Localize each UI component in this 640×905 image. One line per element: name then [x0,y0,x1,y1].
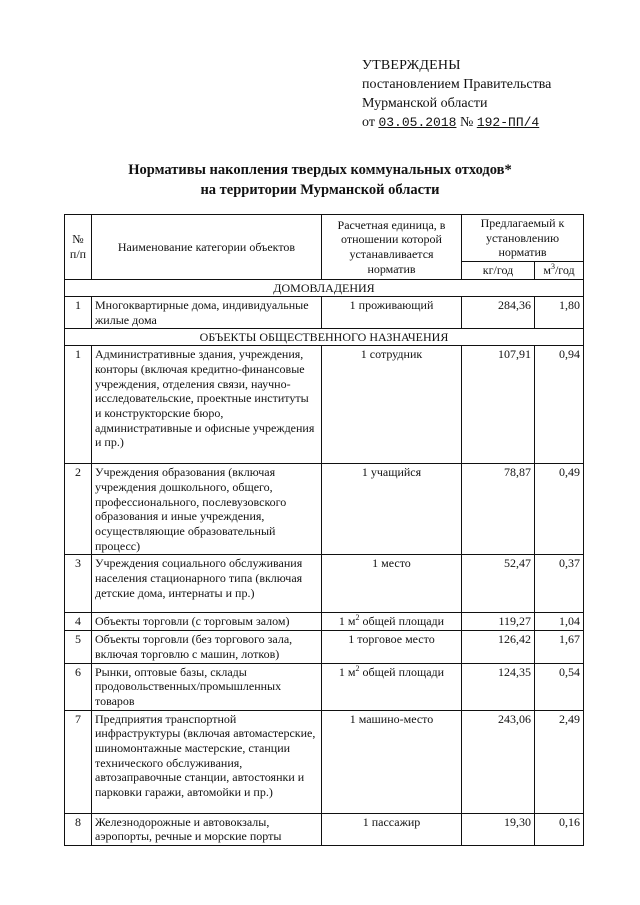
unit-cell: 1 машино-место [322,710,462,813]
header-m3-sup: 3 [550,262,555,272]
unit-cell [322,613,462,631]
table-row [65,631,584,663]
unit-cell: 1 проживающий [322,296,462,328]
norm-kg-per-year: 124,35 [462,663,535,710]
norm-m3-per-year: 0,94 [535,346,584,464]
approval-number: 192-ПП/4 [476,115,540,130]
table-row [65,296,584,328]
title-line-1: Нормативы накопления твердых коммунальных отходов* [128,162,512,178]
approval-line-2: Мурманской области [362,96,488,111]
row-number: 8 [65,813,92,845]
norm-m3-per-year: 1,67 [535,631,584,663]
norms-table [64,214,584,846]
header-name: Наименование категории объектов [92,215,322,280]
norm-m3-per-year: 1,80 [535,296,584,328]
header-m3 [535,262,584,280]
document-title [0,160,640,200]
unit-cell: 1 пассажир [322,813,462,845]
approval-line-1: постановлением Правительства [362,77,552,92]
norm-m3-per-year: 0,16 [535,813,584,845]
row-number: 6 [65,663,92,710]
norm-kg-per-year: 243,06 [462,710,535,813]
row-number: 4 [65,613,92,631]
category-name: Учреждения образования (включая учреждения дошкольного, общего, профессионального, послевузовского образования и иные учреждения, осуществляющие образовательный процесс) [92,464,322,555]
unit-cell: 1 место [322,555,462,613]
row-number: 1 [65,346,92,464]
norm-kg-per-year: 119,27 [462,613,535,631]
row-number: 3 [65,555,92,613]
table-header-row [65,215,584,262]
title-line-2: на территории Мурманской области [200,182,440,198]
category-name: Многоквартирные дома, индивидуальные жилые дома [92,296,322,328]
unit-suffix: общей площади [359,664,445,679]
approval-heading: УТВЕРЖДЕНЫ [362,58,461,73]
row-number: 7 [65,710,92,813]
unit-cell [322,663,462,710]
norm-m3-per-year: 0,49 [535,464,584,555]
category-name: Административные здания, учреждения, конторы (включая кредитно-финансовые учреждения, отделения связи, научно-исследовательские, проектные институты и конструкторские бюро, административные и офисные учреждения и пр.) [92,346,322,464]
category-name: Предприятия транспортной инфраструктуры (включая автомастерские, шиномонтажные мастерские, станции технического обслуживания, автозаправочные станции, автостоянки и парковки гаражи, автомойки и пр.) [92,710,322,813]
approval-stamp [362,56,551,132]
table-row [65,613,584,631]
approval-date: 03.05.2018 [378,115,457,130]
unit-superscript: 2 [355,663,360,673]
norm-kg-per-year: 52,47 [462,555,535,613]
header-norm: Предлагаемый к установлению норматив [462,215,584,262]
unit-suffix: общей площади [359,614,445,629]
section-title: ДОМОВЛАДЕНИЯ [65,279,584,296]
category-name: Объекты торговли (без торгового зала, включая торговлю с машин, лотков) [92,631,322,663]
unit-prefix: 1 м [338,664,356,679]
unit-cell: 1 сотрудник [322,346,462,464]
row-number: 1 [65,296,92,328]
norm-m3-per-year: 1,04 [535,613,584,631]
table-row [65,663,584,710]
table-row [65,555,584,613]
unit-prefix: 1 м [338,614,356,629]
norm-kg-per-year: 126,42 [462,631,535,663]
category-name: Железнодорожные и автовокзалы, аэропорты, речные и морские порты [92,813,322,845]
header-kg: кг/год [462,262,535,280]
section-row [65,329,584,346]
section-row [65,279,584,296]
category-name: Объекты торговли (с торговым залом) [92,613,322,631]
norm-kg-per-year: 107,91 [462,346,535,464]
row-number: 5 [65,631,92,663]
norm-m3-per-year: 0,37 [535,555,584,613]
norm-kg-per-year: 284,36 [462,296,535,328]
unit-cell: 1 торговое место [322,631,462,663]
table-row [65,710,584,813]
unit-cell: 1 учащийся [322,464,462,555]
header-m3-tail: /год [554,263,575,278]
norm-kg-per-year: 19,30 [462,813,535,845]
category-name: Рынки, оптовые базы, склады продовольственных/промышленных товаров [92,663,322,710]
table-row [65,346,584,464]
header-num: № п/п [65,215,92,280]
norm-m3-per-year: 2,49 [535,710,584,813]
unit-superscript: 2 [355,613,360,623]
date-prefix: от [362,115,375,130]
row-number: 2 [65,464,92,555]
norm-kg-per-year: 78,87 [462,464,535,555]
header-unit: Расчетная единица, в отношении которой устанавливается норматив [322,215,462,280]
category-name: Учреждения социального обслуживания населения стационарного типа (включая детские дома, интернаты и пр.) [92,555,322,613]
header-m3-base: м [543,263,551,278]
table-row [65,464,584,555]
table-row [65,813,584,845]
norm-m3-per-year: 0,54 [535,663,584,710]
approval-date-line [362,113,551,132]
number-sign: № [459,115,474,130]
section-title: ОБЪЕКТЫ ОБЩЕСТВЕННОГО НАЗНАЧЕНИЯ [65,329,584,346]
